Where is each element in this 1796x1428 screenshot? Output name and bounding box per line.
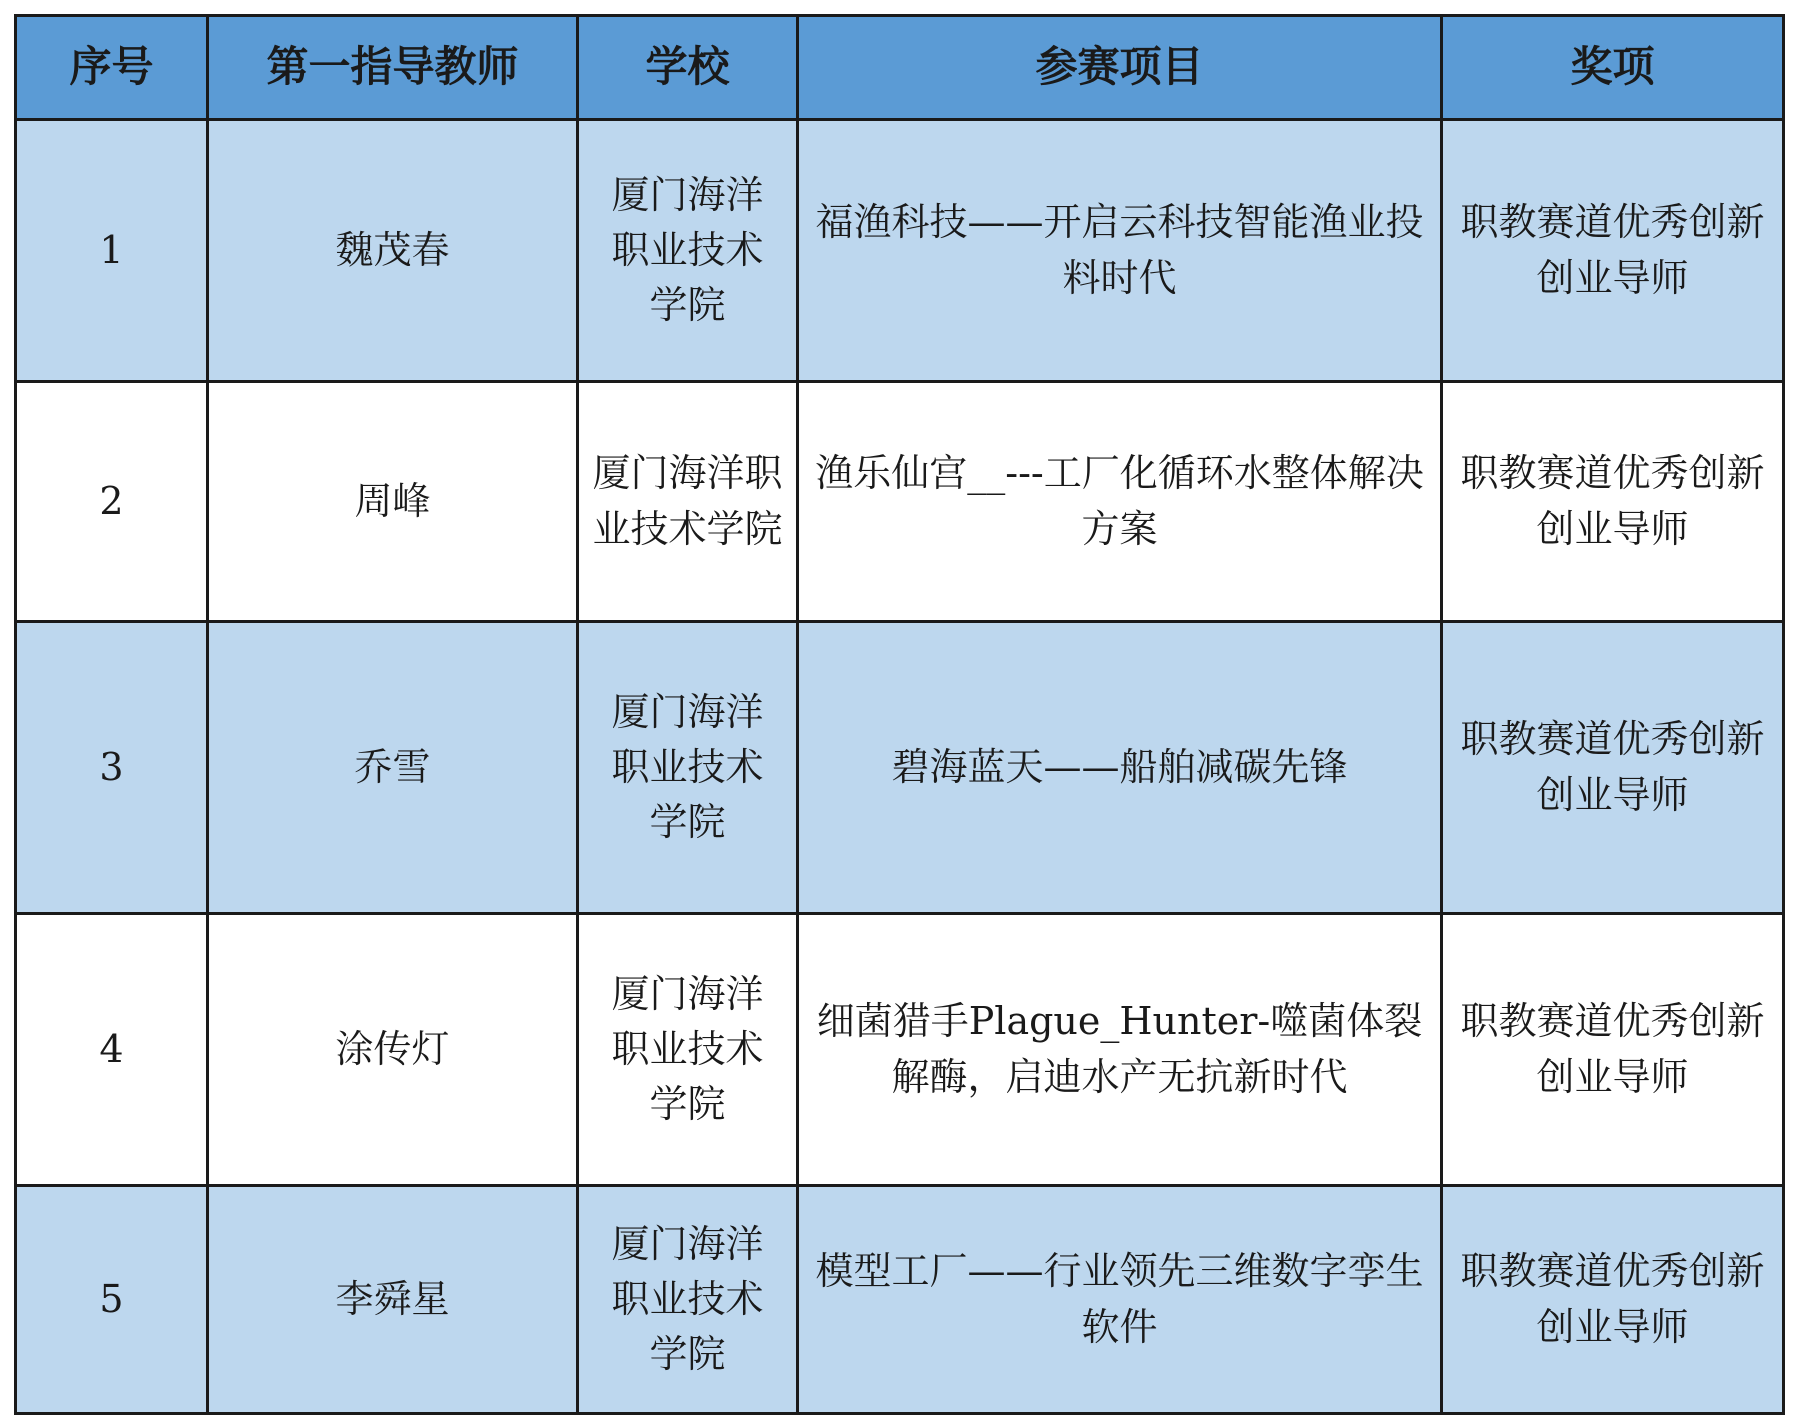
table-row bbox=[16, 382, 1784, 622]
row-number: 4 bbox=[16, 914, 208, 1186]
advisor-name: 魏茂春 bbox=[208, 120, 578, 382]
advisor-name: 乔雪 bbox=[208, 622, 578, 914]
row-number: 1 bbox=[16, 120, 208, 382]
header-award: 奖项 bbox=[1442, 16, 1784, 120]
header-first-advisor: 第一指导教师 bbox=[208, 16, 578, 120]
award-name: 职教赛道优秀创新创业导师 bbox=[1442, 120, 1784, 382]
project-name: 细菌猎手Plague_Hunter-噬菌体裂解酶，启迪水产无抗新时代 bbox=[798, 914, 1442, 1186]
table-row bbox=[16, 1186, 1784, 1414]
school-name: 厦门海洋职业技术学院 bbox=[578, 914, 798, 1186]
header-school: 学校 bbox=[578, 16, 798, 120]
award-name: 职教赛道优秀创新创业导师 bbox=[1442, 622, 1784, 914]
school-name: 厦门海洋职业技术学院 bbox=[578, 1186, 798, 1414]
row-number: 3 bbox=[16, 622, 208, 914]
header-serial-number: 序号 bbox=[16, 16, 208, 120]
project-name: 碧海蓝天——船舶减碳先锋 bbox=[798, 622, 1442, 914]
header-row bbox=[16, 16, 1784, 120]
award-name: 职教赛道优秀创新创业导师 bbox=[1442, 1186, 1784, 1414]
table-row bbox=[16, 914, 1784, 1186]
school-name: 厦门海洋职业技术学院 bbox=[578, 622, 798, 914]
school-name: 厦门海洋职业技术学院 bbox=[578, 382, 798, 622]
award-table bbox=[14, 14, 1785, 1415]
school-name: 厦门海洋职业技术学院 bbox=[578, 120, 798, 382]
row-number: 5 bbox=[16, 1186, 208, 1414]
award-name: 职教赛道优秀创新创业导师 bbox=[1442, 382, 1784, 622]
table-row bbox=[16, 622, 1784, 914]
row-number: 2 bbox=[16, 382, 208, 622]
table-row bbox=[16, 120, 1784, 382]
advisor-name: 李舜星 bbox=[208, 1186, 578, 1414]
advisor-name: 周峰 bbox=[208, 382, 578, 622]
project-name: 渔乐仙宫__---工厂化循环水整体解决方案 bbox=[798, 382, 1442, 622]
project-name: 模型工厂——行业领先三维数字孪生软件 bbox=[798, 1186, 1442, 1414]
advisor-name: 涂传灯 bbox=[208, 914, 578, 1186]
header-project: 参赛项目 bbox=[798, 16, 1442, 120]
award-name: 职教赛道优秀创新创业导师 bbox=[1442, 914, 1784, 1186]
project-name: 福渔科技——开启云科技智能渔业投料时代 bbox=[798, 120, 1442, 382]
